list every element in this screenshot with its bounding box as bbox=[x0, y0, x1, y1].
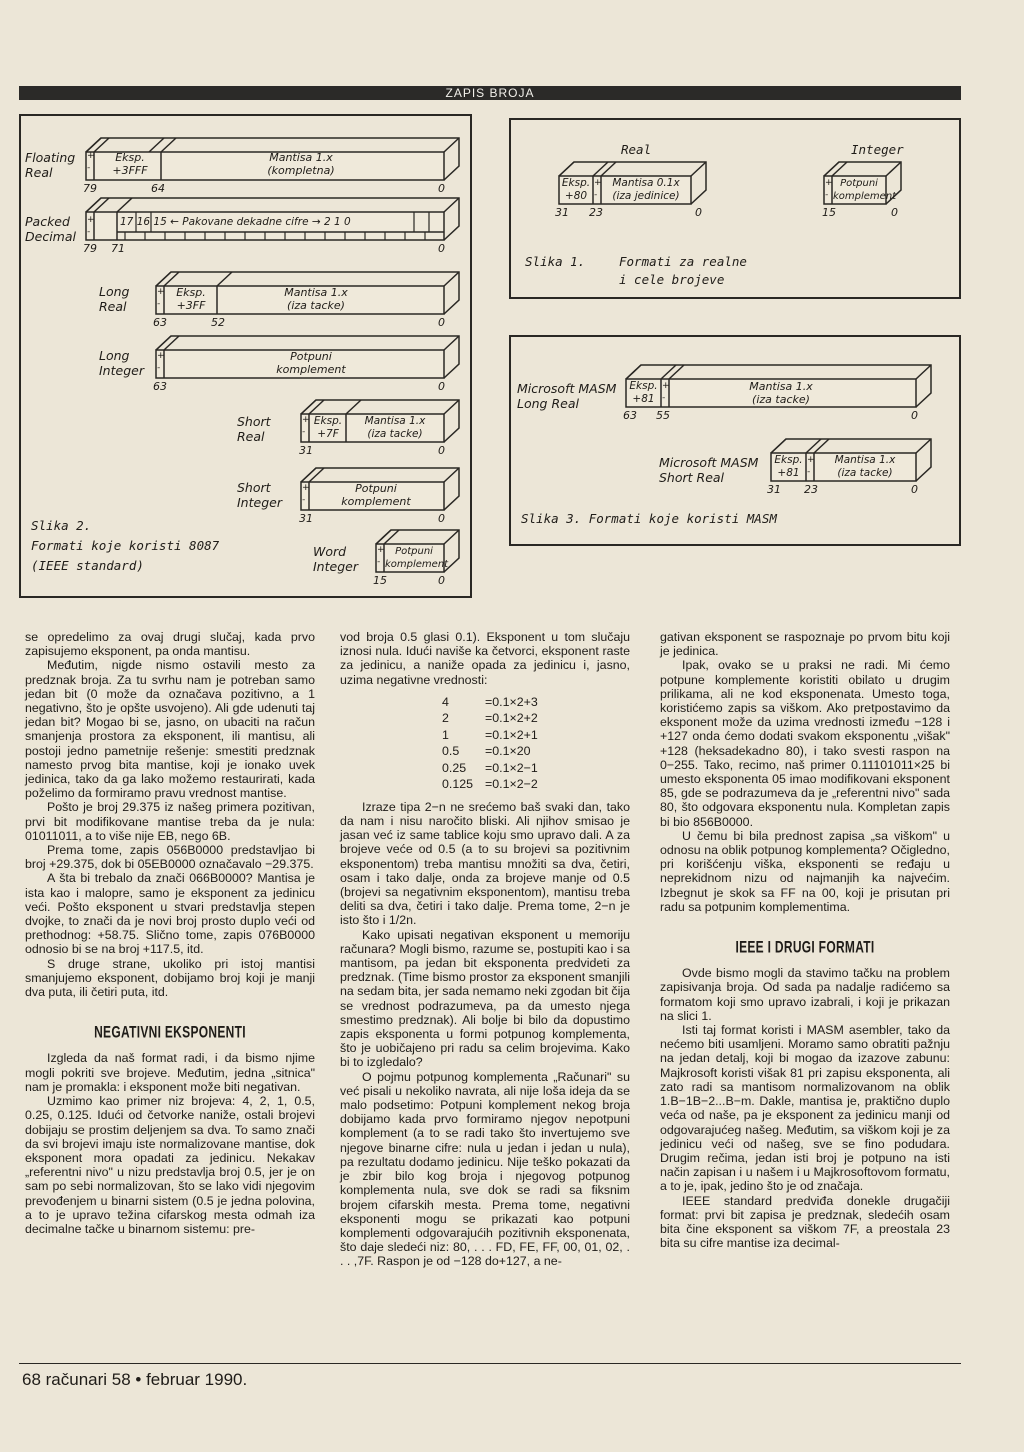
figure-1-real-sign: + - bbox=[594, 178, 602, 200]
figure-1-real-bit-23: 23 bbox=[589, 206, 603, 219]
powers-of-two-table bbox=[440, 693, 550, 794]
table-cell: =0.1×2+1 bbox=[485, 727, 538, 742]
short-integer-mantissa: Potpuni komplement bbox=[341, 482, 411, 508]
paragraph: Ipak, ovako se u praksi ne radi. Mi ćemo potpune komplemente koristiti obilato u drugim prilikama, ali ne kod eksponenata. Umesto toga, koristićemo zapis sa viškom. Ako pretpostavimo da eksponent može da uzima vrednosti između −128 i +127 onda ćemo dodati svakom eksponentu „višak" +128 (heksadekadno 80), i tako svesti raspon na 0−255. Tako, recimo, naš primer 0.11101011×25 bi umesto eksponenta 05 imao modifikovani eksponent 85, gde se podrazumeva da je „referentni nivo" sada 80, što odgovara eksponentu nula. Kompletan zapis bi bio 856B0000. bbox=[660, 658, 950, 829]
paragraph: gativan eksponent se raspoznaje po prvom bitu koji je jedinica. bbox=[660, 630, 950, 659]
table-cell: =0.1×2+2 bbox=[485, 711, 538, 726]
packed-decimal-bit-71: 71 bbox=[111, 242, 125, 255]
long-real-label: Long Real bbox=[99, 284, 130, 314]
long-integer-mantissa: Potpuni komplement bbox=[276, 350, 346, 376]
paragraph: se opredelimo za ovaj drugi slučaj, kada prvo zapisujemo eksponent, pa onda mantisu. bbox=[25, 630, 315, 659]
table-row bbox=[442, 761, 548, 776]
long-real-bit-0: 0 bbox=[438, 316, 445, 329]
article-column-2 bbox=[340, 630, 630, 1269]
masm-long-real-label: Microsoft MASM Long Real bbox=[517, 381, 617, 411]
long-integer-bit-0: 0 bbox=[438, 380, 445, 393]
figure-1-real-title: Real bbox=[621, 142, 652, 157]
word-integer-label: Word Integer bbox=[313, 544, 358, 574]
paragraph: U čemu bi bila prednost zapisa „sa viškom" u odnosu na oblik potpunog komplementa? Očigledno, pri korišćenju viška, eksponenti se ređaju u neprekidnom nizu od najmanjih ka najvećim. Izbegnut je skok sa FF na 00, koji je prisutan pri radu sa potpunim komplementima. bbox=[660, 828, 950, 914]
table-cell: 0.25 bbox=[442, 760, 467, 775]
long-integer-label: Long Integer bbox=[99, 348, 144, 378]
footer-rule bbox=[19, 1363, 961, 1364]
figure-1-integer-bit-15: 15 bbox=[822, 206, 836, 219]
masm-long-real-bit-55: 55 bbox=[656, 409, 670, 422]
paragraph: O pojmu potpunog komplementa „Računari" su već pisali u nekoliko navrata, ali nije loša ideja da se malo podsetimo: Potpuni komplement nekog broja dobijamo kada prvo formiramo njegov nepotpuni komplement (a to se radi tako što invertujemo sve njegove binarne cifre: nula u jedan i jedan u nula), pa rezultatu dodamo jedinicu. Nije teško pokazati da je zbir bilo kog broja i njegovog potpunog komplementa nula, sve dok se radi sa fiksnim brojem cifarskih mesta. Prema tome, negativni eksponenti mogu se prikazati kao potpuni komplementi odgovarajućih pozitivnih eksponenata, što daje sledeći niz: 80, . . . FD, FE, FF, 00, 01, 02, . . . ,7F. Raspon je od −128 do+127, a ne- bbox=[340, 1069, 630, 1269]
packed-decimal-sign: + - bbox=[87, 215, 95, 237]
masm-short-real-exponent: Eksp. +81 bbox=[774, 454, 803, 479]
section-header: ZAPIS BROJA bbox=[19, 86, 961, 100]
long-integer-sign: + - bbox=[157, 351, 165, 373]
masm-short-real-label: Microsoft MASM Short Real bbox=[659, 455, 759, 485]
figure-1-real-bit-0: 0 bbox=[695, 206, 702, 219]
paragraph: vod broja 0.5 glasi 0.1). Eksponent u tom slučaju iznosi nula. Idući naviše ka četvorci, eksponent raste za jedinicu, a naniže opada za jedinicu i, jasno, uzima negativne vrednosti: bbox=[340, 630, 630, 687]
figure-1-frame bbox=[509, 118, 961, 299]
figure-1-integer-mantissa: Potpuni komplement bbox=[833, 178, 897, 202]
figure-1-caption-line-2: i cele brojeve bbox=[619, 272, 725, 287]
short-real-bit-31: 31 bbox=[299, 444, 313, 457]
masm-long-real-sign: + - bbox=[662, 381, 670, 403]
word-integer-bit-0: 0 bbox=[438, 574, 445, 587]
paragraph: IEEE standard predviđa donekle drugačiji format: prvi bit zapisa je predznak, sledećih osam bita čine eksponent sa viškom 7F, a preostala 23 bita su cifre mantise iza decimal- bbox=[660, 1193, 950, 1251]
short-integer-bit-0: 0 bbox=[438, 512, 445, 525]
paragraph: Uzmimo kao primer niz brojeva: 4, 2, 1, 0.5, 0.25, 0.125. Idući od četvorke naniže, ostali brojevi dobijaju se prostim deljenjem sa dva. To samo znači da svi brojevi imaju iste normalizovane mantise, dok eksponent mora opadati za jedinicu. Nekakav „referentni nivo" u nizu predstavlja broj 0.5, jer je on sam po sebi normalizovan, što se lako vidi njegovim prevođenjem u binarni sistem (0.5 je jedna polovina, a to je upravo težina cifarskog mesta odmah iza decimalne tačke u binarnom sistemu: pre- bbox=[25, 1094, 315, 1236]
figure-1-real-bit-31: 31 bbox=[555, 206, 569, 219]
article-column-3 bbox=[660, 630, 950, 1250]
floating-real-bit-79: 79 bbox=[83, 182, 97, 195]
long-real-bit-52: 52 bbox=[211, 316, 225, 329]
paragraph: Ovde bismo mogli da stavimo tačku na problem zapisivanja broja. Od sada pa nadalje radićemo sa formatom koji smo upravo izabrali, i koji je prikazan na slici 1. bbox=[660, 966, 950, 1023]
figure-1-real-mantissa: Mantisa 0.1x (iza jedinice) bbox=[612, 177, 680, 202]
floating-real-exponent: Eksp. +3FFF bbox=[112, 151, 148, 177]
floating-real-bit-0: 0 bbox=[438, 182, 445, 195]
long-real-mantissa: Mantisa 1.x (iza tacke) bbox=[284, 286, 348, 312]
paragraph: Prema tome, zapis 056B0000 predstavljao bi broj +29.375, dok bi 05EB0000 označavalo −29.375. bbox=[25, 843, 315, 872]
table-cell: 2 bbox=[442, 711, 449, 726]
packed-decimal-bit-79: 79 bbox=[83, 242, 97, 255]
figure-2-caption-title: Slika 2. bbox=[31, 518, 92, 533]
masm-short-real-mantissa: Mantisa 1.x (iza tacke) bbox=[834, 454, 896, 479]
masm-long-real-mantissa: Mantisa 1.x (iza tacke) bbox=[749, 380, 813, 406]
table-cell: =0.1×20 bbox=[485, 744, 531, 759]
table-cell: =0.1×2+3 bbox=[485, 694, 538, 709]
table-cell: 0.5 bbox=[442, 744, 460, 759]
table-row bbox=[442, 744, 548, 759]
paragraph: A šta bi trebalo da znači 066B0000? Mantisa je ista kao i malopre, samo je eksponent za jedinicu veći. Pošto eksponent u stvari predstavlja stepen dvojke, to znači da je novi broj prosto duplo veći od prethodnog: +58.75. Slično tome, zapis 076B0000 odnosio bi se na broj +117.5, itd. bbox=[25, 871, 315, 957]
short-real-exponent: Eksp. +7F bbox=[313, 415, 343, 440]
table-cell: =0.1×2−2 bbox=[485, 777, 538, 792]
page-footer: 68 računari 58 • februar 1990. bbox=[22, 1370, 248, 1389]
table-cell: 0.125 bbox=[442, 777, 474, 792]
short-real-sign: + - bbox=[302, 415, 310, 437]
long-integer-bit-63: 63 bbox=[153, 380, 167, 393]
word-integer-sign: + - bbox=[377, 545, 385, 567]
table-row bbox=[442, 777, 548, 792]
masm-long-real-bit-0: 0 bbox=[911, 409, 918, 422]
table-cell: 1 bbox=[442, 727, 449, 742]
article-column-1 bbox=[25, 630, 315, 1236]
paragraph: Izraze tipa 2−n ne srećemo baš svaki dan, tako da nam i nisu naročito bliski. Ali njihov smisao je jasan već iz same tablice koju smo upravo dali. A za brojeve veće od 0.5 (a to su brojevi sa pozitivnim eksponentom) treba mantisu množiti sa dva, četiri, osam i tako dalje, onda za brojeve manje od 0.5 (brojevi sa negativnim eksponentom), mantisu treba deliti sa dva, četiri i tako dalje. Prema tome, 2−n je isto što i 1/2n. bbox=[340, 799, 630, 928]
paragraph: Pošto je broj 29.375 iz našeg primera pozitivan, prvi bit modifikovane mantise treba da je nula: 01011011, a to više nije EB, nego 6B. bbox=[25, 800, 315, 843]
long-real-sign: + - bbox=[157, 287, 165, 309]
paragraph: Međutim, nigde nismo ostavili mesto za predznak broja. Za tu svrhu nam je potreban samo jedan bit (0 može da označava pozitivno, a 1 negativno, što je opšte usvojeno). Ali gde udenuti taj jedan bit? Mogao bi se, jasno, on ubaciti na račun smanjenja prostora za eksponent, ili mantisu, ali postoji jedno pametnije rešenje: smestiti predznak namesto prvog bita mantise, koji je ionako uvek jedinica, tako da ga lako možemo restaurirati, kada poželimo da formiramo pravu vrednost mantise. bbox=[25, 658, 315, 801]
figure-2-frame bbox=[19, 114, 472, 598]
short-real-label: Short Real bbox=[237, 414, 271, 444]
packed-decimal-label: Packed Decimal bbox=[25, 214, 76, 244]
table-row bbox=[442, 728, 548, 743]
floating-real-mantissa: Mantisa 1.x (kompletna) bbox=[267, 151, 335, 177]
floating-real-sign: + - bbox=[87, 151, 95, 173]
long-real-exponent: Eksp. +3FF bbox=[176, 286, 206, 312]
paragraph: Kako upisati negativan eksponent u memoriju računara? Mogli bismo, razume se, postupiti kao i sa mantisom, pa jedan bit eksponenta predvideti za predznak. (Time bismo prostor za eksponent smanjili na sedam bita, jer sada nemamo neki zgodan bit čija se vrednost podrazumeva, pa da umesto njega smestimo predznak). Ali bolje bi bilo da dopustimo zapis eksponenta u formi potpunog komplementa, što je uobičajeno pri radu sa celim brojevima. Kako bi to izgledalo? bbox=[340, 927, 630, 1070]
section-heading-ieee: IEEE I DRUGI FORMATI bbox=[735, 937, 875, 957]
paragraph: Izgleda da naš format radi, i da bismo njime mogli pokriti sve brojeve. Međutim, jedna „sitnica" nam je promakla: i eksponent može biti negativan. bbox=[25, 1051, 315, 1094]
figure-3-caption: Slika 3. Formati koje koristi MASM bbox=[521, 511, 777, 526]
masm-short-real-bit-23: 23 bbox=[804, 483, 818, 496]
floating-real-label: Floating Real bbox=[25, 150, 76, 180]
figure-1-real-exponent: Eksp. +80 bbox=[561, 177, 591, 202]
word-integer-mantissa: Potpuni komplement bbox=[385, 546, 449, 570]
table-row bbox=[442, 695, 548, 710]
figure-1-caption-title: Slika 1. bbox=[525, 254, 586, 269]
packed-decimal-bit-0: 0 bbox=[438, 242, 445, 255]
masm-long-real-bit-63: 63 bbox=[623, 409, 637, 422]
masm-short-real-sign: + - bbox=[807, 455, 815, 477]
figure-1-integer-title: Integer bbox=[851, 142, 904, 157]
paragraph: S druge strane, ukoliko pri istoj mantisi smanjujemo eksponent, dobijamo broj koji je manji dva puta, ili četiri puta, itd. bbox=[25, 956, 315, 1000]
figure-1-caption-line-1: Formati za realne bbox=[619, 254, 747, 269]
floating-real-bit-64: 64 bbox=[151, 182, 165, 195]
masm-long-real-exponent: Eksp. +81 bbox=[629, 380, 658, 405]
paragraph: Isti taj format koristi i MASM asembler, tako da nećemo biti usamljeni. Moramo samo obratiti pažnju na jedan detalj, koji bi mogao da izazove zabunu: Majkrosoft koristi višak 81 pri zapisu eksponenta, ali zato radi sa mantisom normalizovanom na oblik 1.B−1B−2...B−m. Dakle, mantisa je, praktično duplo veća od naše, pa je eksponent za jedinicu manji od odgovarajućeg našeg. Međutim, sa viškom koji je za jedinicu veći od našeg, sve se fino podudara. Drugim rečima, jedan isti broj je potpuno na isti način zapisan i u našem i u Majkrosoftovom formatu, a to je, ipak, jedino što je od značaja. bbox=[660, 1023, 950, 1194]
short-integer-label: Short Integer bbox=[237, 480, 282, 510]
table-cell: 4 bbox=[442, 694, 449, 709]
table-row bbox=[442, 711, 548, 726]
table-cell: =0.1×2−1 bbox=[485, 760, 538, 775]
packed-decimal-digits: 17 16 15 ← Pakovane dekadne cifre → 2 1 0 bbox=[120, 216, 351, 228]
figure-2-caption-line-2: (IEEE standard) bbox=[31, 558, 144, 573]
figure-2-caption-line-1: Formati koje koristi 8087 bbox=[31, 538, 220, 553]
figure-3-frame bbox=[509, 335, 961, 546]
figure-1-integer-bit-0: 0 bbox=[891, 206, 898, 219]
long-real-bit-63: 63 bbox=[153, 316, 167, 329]
short-real-mantissa: Mantisa 1.x (iza tacke) bbox=[364, 415, 426, 440]
short-integer-bit-31: 31 bbox=[299, 512, 313, 525]
short-integer-sign: + - bbox=[302, 483, 310, 505]
section-heading-negative-exponents: NEGATIVNI EKSPONENTI bbox=[94, 1022, 246, 1042]
masm-short-real-bit-31: 31 bbox=[767, 483, 781, 496]
word-integer-bit-15: 15 bbox=[373, 574, 387, 587]
masm-short-real-bit-0: 0 bbox=[911, 483, 918, 496]
short-real-bit-0: 0 bbox=[438, 444, 445, 457]
figure-1-integer-sign: + - bbox=[825, 178, 833, 200]
